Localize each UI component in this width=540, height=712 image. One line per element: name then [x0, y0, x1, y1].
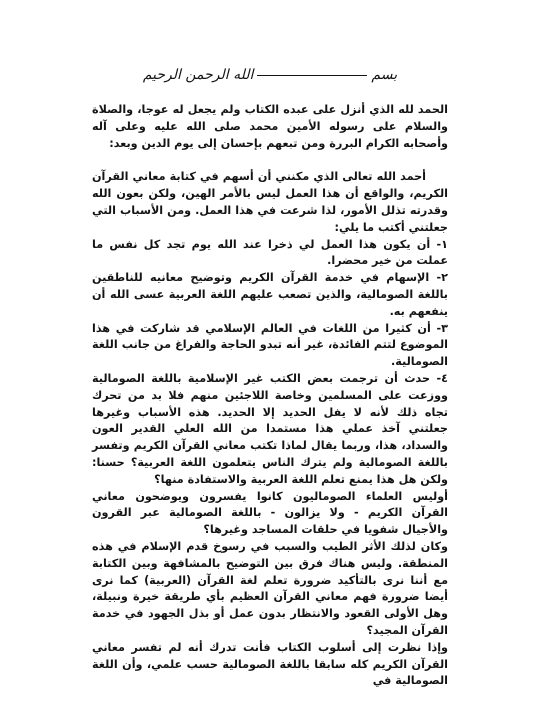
paragraph-gap [92, 152, 448, 169]
body-paragraph-impact: وكان لذلك الأثر الطيب والسبب في رسوخ قدم الإسلام في هذه المنطقة. وليس هناك فرق بين التوضيح بالمشافهة وبين الكتابة مع أننا نرى بالتأكيد ضرورة تعلم لغة القرآن (العربية) كما نرى أيضا ضرورة فهم معاني القرآن العظيم بأي طريقة خيرة ونبيلة، وهل الأولى القعود والانتظار بدون عمل أو بذل الجهود في خدمة القرآن المجيد؟ [92, 539, 448, 637]
basmala-stroke [257, 75, 367, 76]
opening-paragraph: الحمد لله الذي أنزل على عبده الكتاب ولم يجعل له عوجا، والصلاة والسلام على رسوله الأمين محمد صلى الله عليه وعلى آله وأصحابه الكرام البررة ومن تبعهم بإحسان إلى يوم الدين وبعد: [92, 103, 448, 150]
reason-item-1: ١- أن يكون هذا العمل لي ذخرا عند الله يوم تجد كل نفس ما عملت من خير محضرا. [92, 237, 448, 268]
reason-item-2: ٢- الإسهام في خدمة القرآن الكريم وتوضيح معانيه للناطقين باللغة الصومالية، والذين تصعب عليهم اللغة العربية عسى الله أن ينفعهم به. [92, 271, 448, 318]
body-paragraph-style: وإذا نظرت إلى أسلوب الكتاب فأنت تدرك أنه لم تفسر معاني القرآن الكريم كله سابقا باللغة الصومالية حسب علمي، وأن اللغة الصومالية في [92, 640, 448, 688]
body-paragraph-scholars: أوليس العلماء الصوماليون كانوا يفسرون ويوضحون معاني القرآن الكريم - ولا يزالون - باللغة الصومالية عبر القرون والأجيال شفويا في حلقات المساجد وغيرها؟ [92, 489, 448, 537]
basmala-header [92, 62, 448, 88]
basmala-start: بسم [371, 67, 398, 83]
reason-item-3: ٣- أن كثيرا من اللغات في العالم الإسلامي قد شاركت في هذا الموضوع لتتم الفائدة، غير أنه تبدو الحاجة والفراغ من جانب اللغة الصومالية. [92, 321, 448, 369]
basmala-rest: الله الرحمن الرحيم [142, 67, 254, 83]
reason-item-4: ٤- حدث أن ترجمت بعض الكتب غير الإسلامية باللغة الصومالية ووزعت على المسلمين وخاصة اللاجئين منهم فلا بد من تحرك تجاه ذلك لأنه لا يفل الحديد إلا الحديد. هذه الأسباب وغيرها جعلتني آخذ عملي هذا مستمدا من الله العلي القدير العون والسداد، هذا، وربما يقال لماذا تكتب معاني القرآن الكريم وتفسر باللغة الصومالية ولم يترك الناس يتعلمون اللغة العربية؟ حسنا: ولكن هل هذا يمنع تعلم اللغة العربية والاستفادة منها؟ [92, 371, 448, 486]
intro-paragraph: أحمد الله تعالى الذي مكنني أن أسهم في كتابة معاني القرآن الكريم، والواقع أن هذا العمل ليس بالأمر الهين، ولكن بعون الله وقدرته تذلل الأمور، لذا شرعت في هذا العمل. ومن الأسباب التي جعلتني أكتب ما يلي: [92, 170, 448, 234]
